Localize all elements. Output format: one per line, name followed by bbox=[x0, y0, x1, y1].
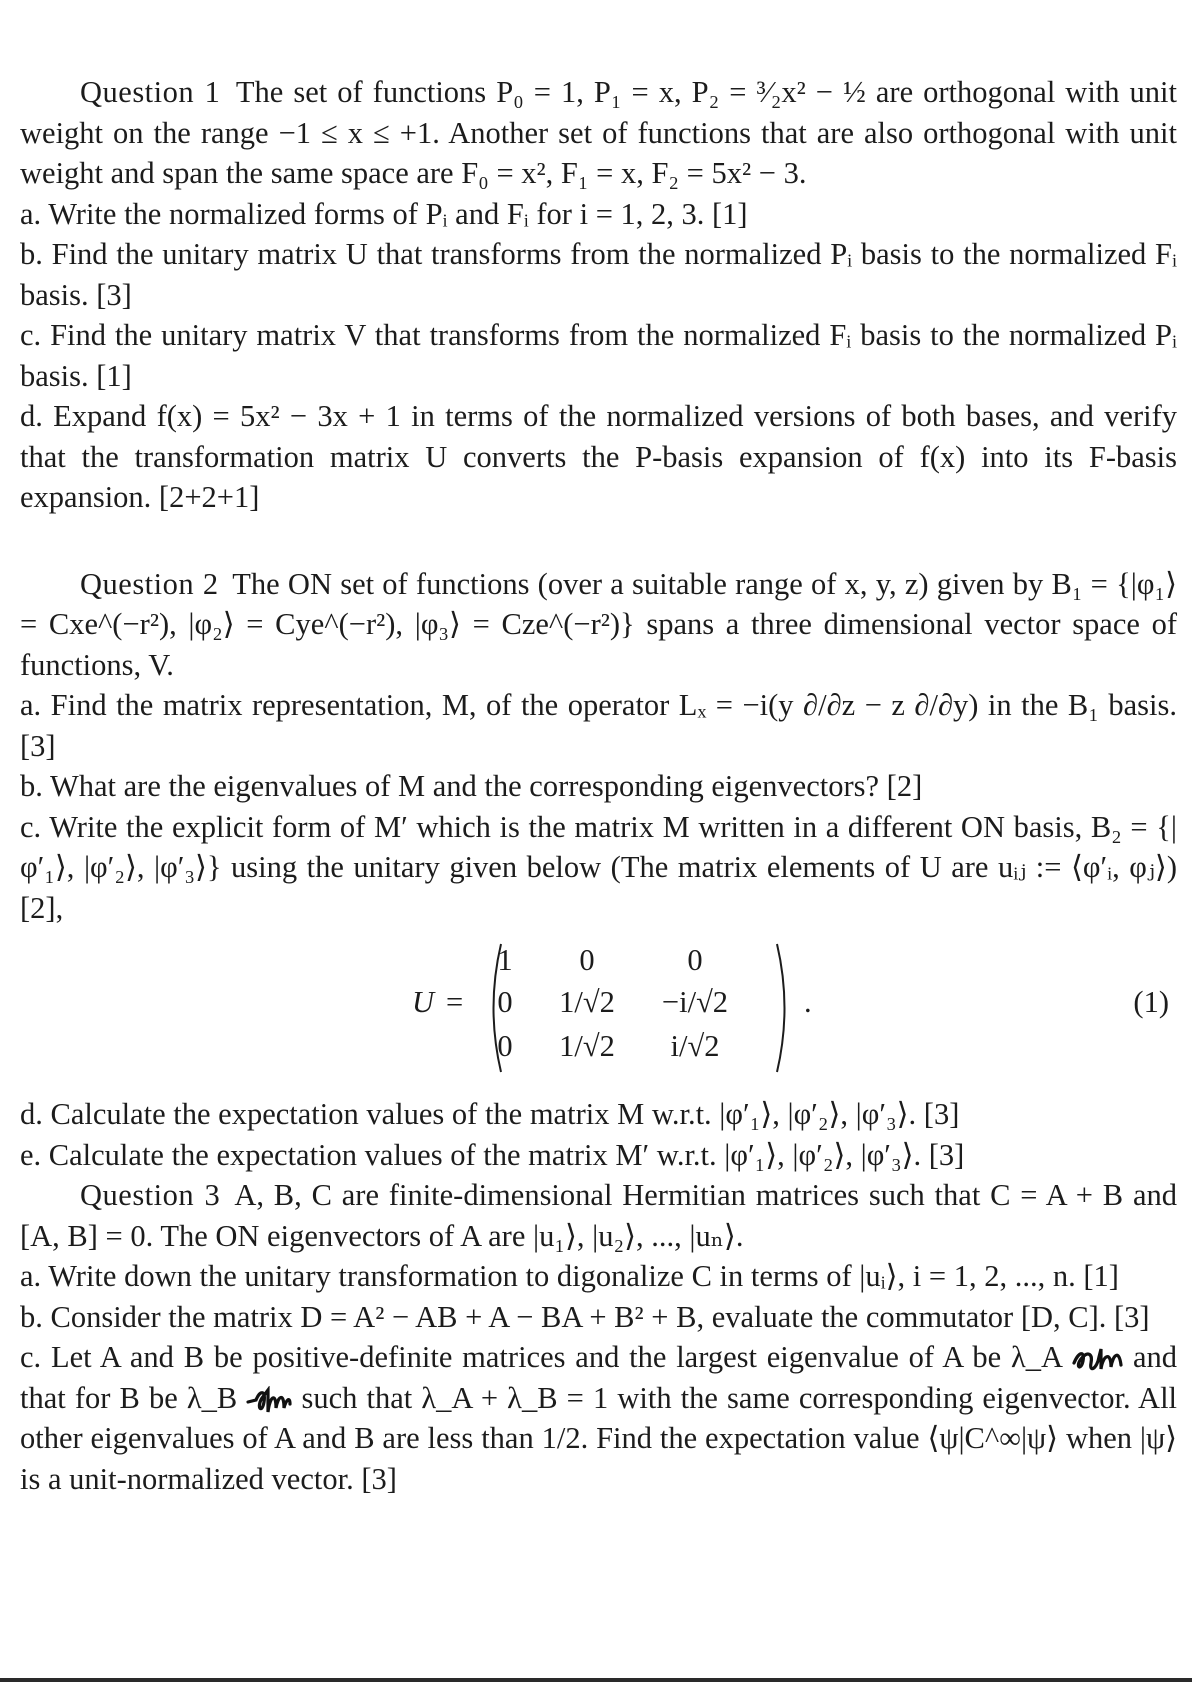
equation-period: . bbox=[804, 985, 812, 1019]
page-bottom-rule bbox=[0, 1678, 1192, 1682]
matrix-cell: 0 bbox=[579, 943, 595, 977]
question-2-part-c: c. Write the explicit form of M′ which is the matrix M written in a different ON basis, B₂ = {|φ′₁⟩, |φ′₂⟩, |φ′₃⟩} using the unitary given below (The matrix elements of U are uᵢⱼ := ⟨φ′ᵢ, φⱼ⟩) [2], bbox=[20, 809, 1177, 925]
right-paren-icon bbox=[774, 942, 794, 1074]
question-1-intro bbox=[20, 72, 1177, 194]
unitary-matrix-equation bbox=[20, 940, 1177, 1076]
question-2-part-d: d. Calculate the expectation values of the matrix M w.r.t. |φ′₁⟩, |φ′₂⟩, |φ′₃⟩. [3] bbox=[20, 1097, 960, 1131]
matrix-cell: 1/√2 bbox=[559, 1029, 615, 1063]
question-3-part-c-text-1: c. Let A and B be positive-definite matrices and the largest eigenvalue of A be λ_A bbox=[20, 1340, 1062, 1374]
exam-page bbox=[20, 72, 1177, 1499]
question-2-part-a: a. Find the matrix representation, M, of the operator Lₓ = −i(y ∂/∂z − z ∂/∂y) in the B₁ basis. [3] bbox=[20, 688, 1177, 763]
equation-lhs: U bbox=[412, 985, 435, 1019]
handwritten-scribble-icon bbox=[1071, 1345, 1123, 1375]
question-1-part-b: b. Find the unitary matrix U that transforms from the normalized Pᵢ basis to the normalized Fᵢ basis. [3] bbox=[20, 237, 1177, 312]
question-3-part-c-text-3: such that λ_A + λ_B = 1 with the same corresponding eigenvector. All other eigenvalues of A and B are less than 1/2. Find the expectation value ⟨ψ|C^∞|ψ⟩ when |ψ⟩ is a unit-normalized vector. [3] bbox=[20, 1380, 1178, 1496]
question-3-part-b: b. Consider the matrix D = A² − AB + A − BA + B² + B, evaluate the commutator [D, C]. [3] bbox=[20, 1299, 1150, 1334]
question-1-part-d: d. Expand f(x) = 5x² − 3x + 1 in terms of the normalized versions of both bases, and verify that the transformation matrix U converts the P-basis expansion of f(x) into its F-basis expansion. [2+2+1] bbox=[20, 399, 1177, 514]
question-2-part-e: e. Calculate the expectation values of the matrix M′ w.r.t. |φ′₁⟩, |φ′₂⟩, |φ′₃⟩. [3] bbox=[20, 1137, 965, 1172]
question-3-text: A, B, C are finite-dimensional Hermitian matrices such that C = A + B and [A, B] = 0. The ON eigenvectors of A are |u₁⟩, |u₂⟩, ..., |uₙ⟩. bbox=[20, 1178, 1177, 1253]
question-2-intro bbox=[20, 564, 1177, 686]
question-1-part-a: a. Write the normalized forms of Pᵢ and Fᵢ for i = 1, 2, 3. [1] bbox=[20, 196, 748, 231]
matrix-cell: i/√2 bbox=[670, 1029, 720, 1063]
question-1-part-c: c. Find the unitary matrix V that transforms from the normalized Fᵢ basis to the normalized Pᵢ basis. [1] bbox=[20, 318, 1177, 393]
question-2-title: Question 2 bbox=[80, 566, 219, 601]
equation-number: (1) bbox=[1133, 985, 1169, 1019]
question-3-part-c-text-2: and that for B be λ_B bbox=[20, 1340, 1178, 1415]
question-3-part-a: a. Write down the unitary transformation to digonalize C in terms of |uᵢ⟩, i = 1, 2, ..., n. [1] bbox=[20, 1259, 1119, 1293]
question-2-part-b: b. What are the eigenvalues of M and the corresponding eigenvectors? [2] bbox=[20, 769, 923, 803]
question-3-part-c bbox=[20, 1337, 1177, 1499]
handwritten-scribble-icon bbox=[246, 1386, 292, 1416]
matrix-cell: −i/√2 bbox=[661, 985, 729, 1019]
matrix-u bbox=[484, 940, 794, 1076]
question-1-title: Question 1 bbox=[80, 75, 221, 109]
matrix-cell: 1/√2 bbox=[559, 985, 615, 1019]
matrix-cell: 1 bbox=[497, 943, 513, 977]
matrix-cell: 0 bbox=[497, 985, 513, 1019]
matrix-cell: 0 bbox=[687, 943, 703, 977]
equation-equals: = bbox=[446, 985, 464, 1019]
question-3-title: Question 3 bbox=[80, 1178, 221, 1212]
question-2-text: The ON set of functions (over a suitable range of x, y, z) given by B₁ = {|φ₁⟩ = Cxe^(−r²), |φ₂⟩ = Cye^(−r²), |φ₃⟩ = Cze^(−r²)} spans a three dimensional vector space of functions, V. bbox=[20, 566, 1177, 682]
question-3-intro bbox=[20, 1175, 1177, 1256]
question-1-text: The set of functions P₀ = 1, P₁ = x, P₂ = ³⁄₂x² − ½ are orthogonal with unit weight on the range −1 ≤ x ≤ +1. Another set of functions that are also orthogonal with unit weight and span the same space are F₀ = x², F₁ = x, F₂ = 5x² − 3. bbox=[20, 75, 1177, 190]
matrix-cell: 0 bbox=[497, 1029, 513, 1063]
